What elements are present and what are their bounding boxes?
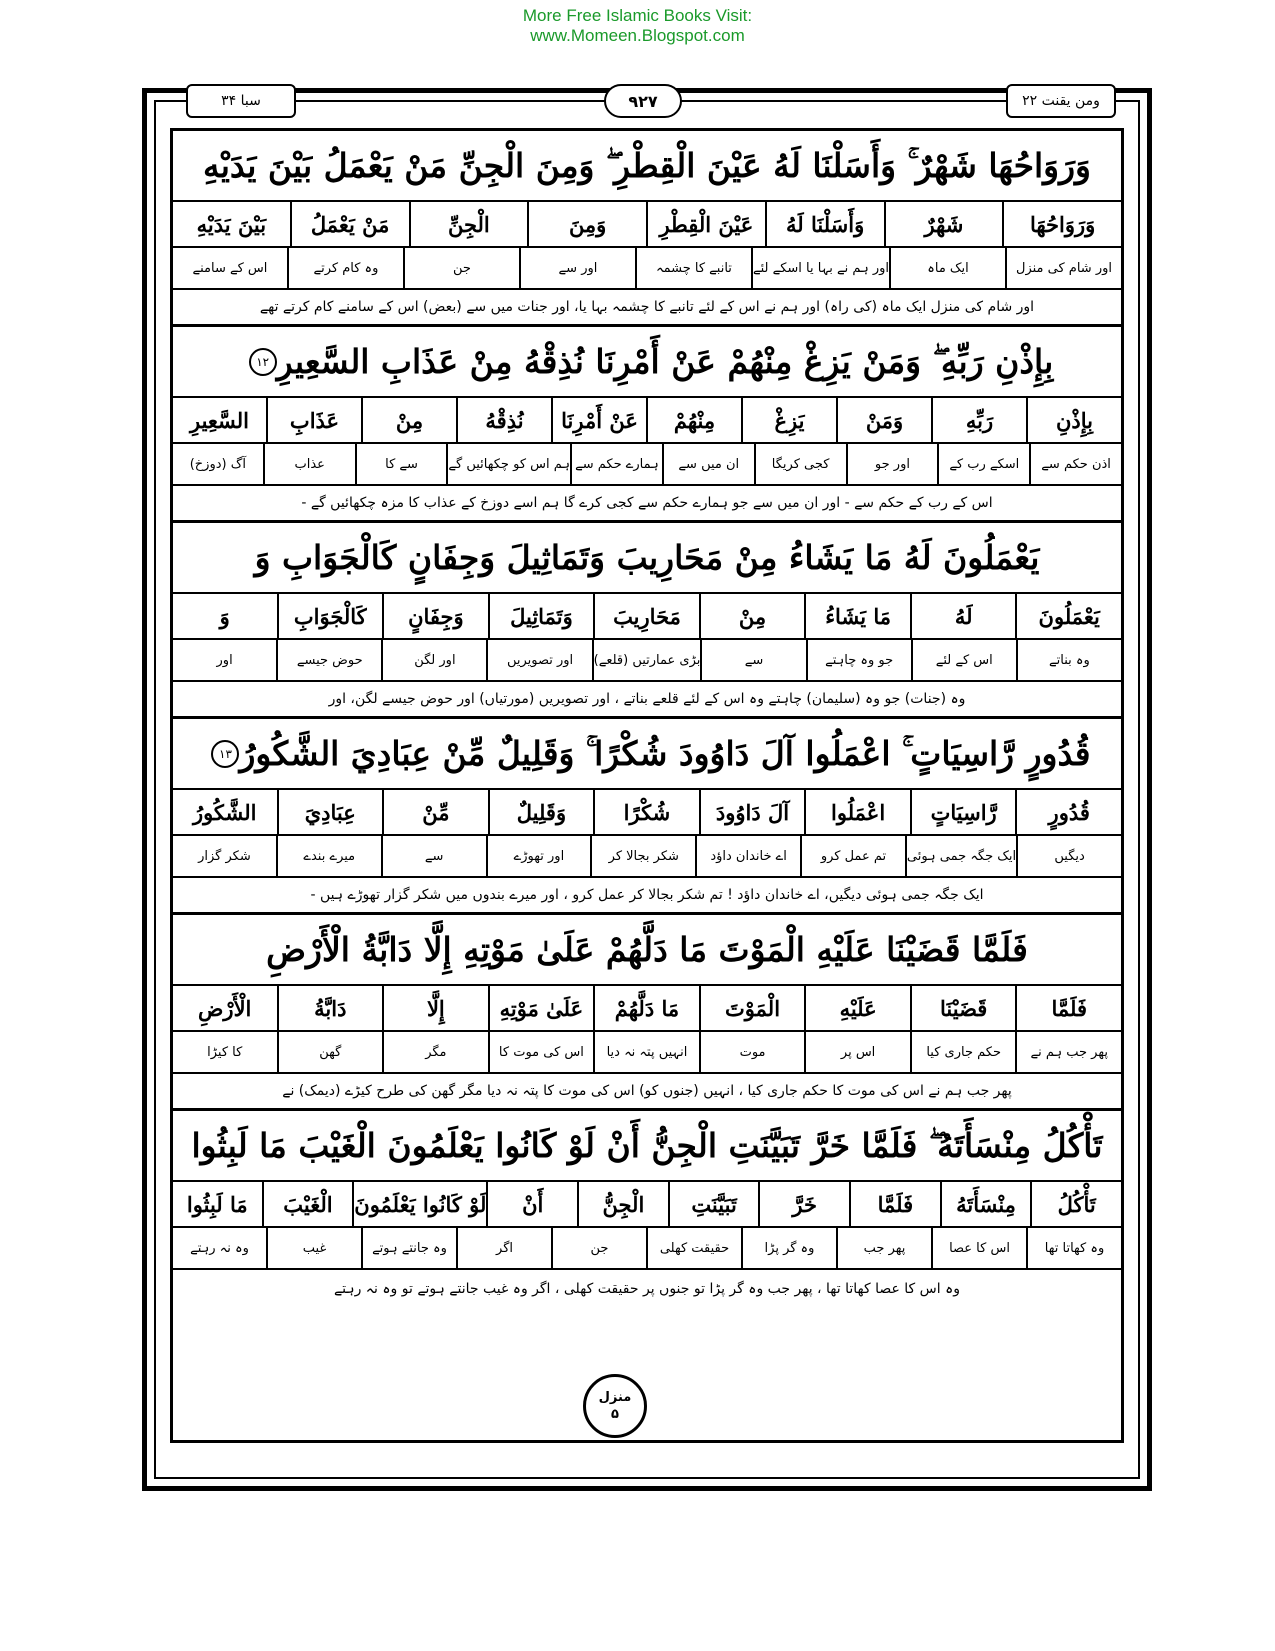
meaning-cell: مگر (382, 1032, 488, 1072)
word-cell: الشَّكُورُ (192, 799, 257, 825)
word-cell: وَقَلِيلٌ (488, 790, 594, 834)
word-row (173, 1182, 1121, 1228)
meaning-cell: اور ہم نے بہا یا اسکے لئے (751, 248, 889, 288)
meaning-cell: اور جو (846, 444, 938, 484)
word-row (173, 202, 1121, 248)
meaning-cell: موت (699, 1032, 805, 1072)
word-cell: وَأَسَلْنَا لَهُ (765, 202, 884, 246)
meaning-cell: وہ کام کرتے (287, 248, 403, 288)
word-cell: عِبَادِيَ (277, 790, 383, 834)
site-note-line2: www.Momeen.Blogspot.com (530, 26, 745, 45)
word-cell: يَزِغْ (741, 398, 836, 442)
meaning-row (173, 248, 1121, 290)
word-cell: مِنْسَأَتَهُ (940, 1182, 1031, 1226)
meaning-cell: سے (700, 640, 805, 680)
word-cell: الْأَرْضِ (198, 995, 252, 1021)
meaning-cell: ایک جگہ جمی ہوئی (905, 836, 1016, 876)
meaning-cell: کا کیڑا (207, 1044, 243, 1060)
meaning-cell: وہ کھاتا تھا (1026, 1228, 1121, 1268)
word-row (173, 594, 1121, 640)
word-cell: مَا يَشَاءُ (804, 594, 910, 638)
meaning-cell: پھر جب (836, 1228, 931, 1268)
meaning-cell: اور تھوڑے (486, 836, 591, 876)
word-cell: وَتَمَاثِيلَ (488, 594, 594, 638)
verse-text: يَعْمَلُونَ لَهُ مَا يَشَاءُ مِنْ مَحَارِيبَ وَتَمَاثِيلَ وَجِفَانٍ كَالْجَوَابِ وَ (254, 538, 1040, 577)
word-cell: رَّاسِيَاتٍ (910, 790, 1016, 834)
meaning-cell: اے خاندان داؤد (695, 836, 800, 876)
page-number: ۹۲۷ (604, 84, 682, 118)
word-cell: مَا لَبِثُوا (186, 1191, 248, 1217)
meaning-row (173, 640, 1121, 682)
verse-text: قُدُورٍ رَّاسِيَاتٍ ۚ اعْمَلُوا آلَ دَاوُودَ شُكْرًا ۚ وَقَلِيلٌ مِّنْ عِبَادِيَ الشَّكُورُ (239, 733, 1091, 773)
meaning-cell: ہم اس کو چکھائیں گے (446, 444, 570, 484)
meaning-cell: اور (216, 652, 233, 668)
word-cell: قَضَيْنَا (910, 986, 1016, 1030)
word-cell: شُكْرًا (593, 790, 699, 834)
meaning-cell: اس کی موت کا (488, 1032, 594, 1072)
word-cell: وَمِنَ (527, 202, 646, 246)
word-cell: الْجِنُّ (577, 1182, 668, 1226)
meaning-cell: گھن (277, 1032, 383, 1072)
header-para-label: ومن یقنت ۲۲ (1006, 84, 1116, 118)
translation-line: پھر جب ہم نے اس کی موت کا حکم جاری کیا ، انہیں (جنوں کو) اس کی موت کا پتہ نہ دیا مگر گھن کی طرح کیڑے (دیمک) نے (173, 1074, 1121, 1111)
word-cell: يَعْمَلُونَ (1015, 594, 1121, 638)
translation-line: اس کے رب کے حکم سے - اور ان میں سے جو ہمارے حکم سے کجی کرے گا ہم اسے دوزخ کے عذاب کا مزہ چکھائیں گے - (173, 486, 1121, 523)
meaning-cell: اذن حکم سے (1029, 444, 1121, 484)
word-cell: مَحَارِيبَ (593, 594, 699, 638)
manzil-badge (583, 1374, 647, 1438)
word-cell: مِّنْ (382, 790, 488, 834)
meaning-cell: آگ (دوزخ) (189, 456, 246, 472)
word-cell: مَنْ يَعْمَلُ (290, 202, 409, 246)
verse-number-marker: ۱۳ (211, 740, 239, 768)
word-row (173, 986, 1121, 1032)
meaning-cell: دیگیں (1016, 836, 1121, 876)
word-cell: وَ (219, 603, 230, 629)
meaning-cell: اور لگن (381, 640, 486, 680)
meaning-cell: شکر گزار (198, 848, 251, 864)
word-cell: إِلَّا (382, 986, 488, 1030)
word-cell: مَا دَلَّهُمْ (593, 986, 699, 1030)
translation-line: وہ (جنات) جو وہ (سلیمان) چاہتے وہ اس کے لئے قلعے بناتے ، اور تصویریں (مورتیاں) اور حوض جیسے لگن، اور (173, 682, 1121, 719)
word-cell: فَلَمَّا (849, 1182, 940, 1226)
meaning-cell: حوض جیسے (276, 640, 381, 680)
word-row (173, 398, 1121, 444)
word-cell: تَأْكُلُ (1030, 1182, 1121, 1226)
meaning-cell: حکم جاری کیا (910, 1032, 1016, 1072)
word-cell: شَهْرٌ (884, 202, 1003, 246)
verse-line (173, 915, 1121, 986)
verse-text: بِإِذْنِ رَبِّهِ ۖ وَمَنْ يَزِغْ مِنْهُمْ عَنْ أَمْرِنَا نُذِقْهُ مِنْ عَذَابِ السَّعِيرِ (276, 341, 1054, 381)
word-cell: الْجِنِّ (409, 202, 528, 246)
verse-text: تَأْكُلُ مِنْسَأَتَهُ ۖ فَلَمَّا خَرَّ تَبَيَّنَتِ الْجِنُّ أَنْ لَوْ كَانُوا يَعْلَمُونَ الْغَيْبَ مَا لَبِثُوا (191, 1125, 1103, 1165)
meaning-cell: ان میں سے (662, 444, 754, 484)
meaning-cell: اس پر (804, 1032, 910, 1072)
translation-line: وہ اس کا عصا کھاتا تھا ، پھر جب وہ گر پڑا تو جنوں پر حقیقت کھلی ، اگر وہ غیب جانتے ہوتے تو وہ نہ رہتے (333, 1280, 961, 1297)
verse-line (173, 719, 1121, 790)
word-cell: كَالْجَوَابِ (277, 594, 383, 638)
word-cell: اعْمَلُوا (804, 790, 910, 834)
site-note (0, 6, 1275, 46)
meaning-cell: وہ گر پڑا (741, 1228, 836, 1268)
word-cell: قُدُورٍ (1015, 790, 1121, 834)
verse-text: فَلَمَّا قَضَيْنَا عَلَيْهِ الْمَوْتَ مَا دَلَّهُمْ عَلَىٰ مَوْتِهِ إِلَّا دَابَّةُ الْأَرْضِ (266, 930, 1028, 969)
word-cell: وَرَوَاحُهَا (1002, 202, 1121, 246)
meaning-cell: ہمارے حکم سے (570, 444, 662, 484)
word-cell: خَرَّ (758, 1182, 849, 1226)
verse-text: وَرَوَاحُهَا شَهْرٌ ۚ وَأَسَلْنَا لَهُ عَيْنَ الْقِطْرِ ۖ وَمِنَ الْجِنِّ مَنْ يَعْمَلُ بَيْنَ يَدَيْهِ (203, 145, 1091, 185)
word-cell: آلَ دَاوُودَ (699, 790, 805, 834)
meaning-row (173, 1032, 1121, 1074)
word-cell: عَلَىٰ مَوْتِهِ (488, 986, 594, 1030)
meaning-cell: وہ جانتے ہوتے (361, 1228, 456, 1268)
verse-line (173, 327, 1121, 398)
word-cell: نُذِقْهُ (456, 398, 551, 442)
word-cell: بِإِذْنِ (1026, 398, 1121, 442)
translation-line: ایک جگہ جمی ہوئی دیگیں، اے خاندان داؤد ! تم شکر بجالا کر عمل کرو ، اور میرے بندوں میں شکر گزار تھوڑے ہیں - (173, 878, 1121, 915)
manzil-label: منزل (598, 1390, 632, 1405)
word-cell: عَذَابِ (266, 398, 361, 442)
word-cell: عَلَيْهِ (804, 986, 910, 1030)
meaning-cell: اسکے رب کے (937, 444, 1029, 484)
word-cell: الْمَوْتَ (699, 986, 805, 1030)
header-surah-label: سبا ۳۴ (186, 84, 296, 118)
meaning-cell: انہیں پتہ نہ دیا (593, 1032, 699, 1072)
manzil-number: ۵ (611, 1407, 619, 1422)
word-cell: وَجِفَانٍ (382, 594, 488, 638)
meaning-cell: اگر (456, 1228, 551, 1268)
meaning-row (173, 1228, 1121, 1270)
meaning-cell: کجی کریگا (754, 444, 846, 484)
meaning-cell: اور سے (519, 248, 635, 288)
verse-number-marker: ۱۲ (249, 348, 277, 376)
meaning-row (173, 444, 1121, 486)
meaning-cell: عذاب (263, 444, 355, 484)
word-cell: لَهُ (910, 594, 1016, 638)
meaning-cell: جن (403, 248, 519, 288)
meaning-cell: وہ نہ رہتے (190, 1240, 249, 1256)
word-cell: وَمَنْ (836, 398, 931, 442)
meaning-cell: غیب (266, 1228, 361, 1268)
meaning-cell: اس کے سامنے (192, 260, 268, 276)
word-cell: عَنْ أَمْرِنَا (551, 398, 646, 442)
verse-line (173, 131, 1121, 202)
meaning-cell: اور شام کی منزل (1005, 248, 1121, 288)
meaning-cell: اس کا عصا (931, 1228, 1026, 1268)
word-cell: مِنْهُمْ (646, 398, 741, 442)
meaning-cell: وہ بناتے (1016, 640, 1121, 680)
word-cell: تَبَيَّنَتِ (668, 1182, 759, 1226)
meaning-cell: اور تصویریں (486, 640, 591, 680)
word-cell: الْغَيْبَ (262, 1182, 353, 1226)
word-cell: دَابَّةُ (277, 986, 383, 1030)
word-cell: مِنْ (361, 398, 456, 442)
word-cell: رَبِّهِ (931, 398, 1026, 442)
meaning-cell: شکر بجالا کر (590, 836, 695, 876)
word-cell: لَوْ كَانُوا يَعْلَمُونَ (352, 1182, 486, 1226)
word-row (173, 790, 1121, 836)
meaning-cell: تانبے کا چشمہ (635, 248, 751, 288)
verse-line (173, 523, 1121, 594)
page-content (173, 131, 1121, 1307)
meaning-cell: بڑی عمارتیں (قلعے) (592, 640, 701, 680)
site-note-line1: More Free Islamic Books Visit: (522, 6, 753, 25)
meaning-cell: سے (381, 836, 486, 876)
meaning-cell: حقیقت کھلی (646, 1228, 741, 1268)
meaning-cell: تم عمل کرو (800, 836, 905, 876)
meaning-cell: اس کے لئے (911, 640, 1016, 680)
meaning-row (173, 836, 1121, 878)
word-cell: السَّعِيرِ (189, 407, 250, 433)
meaning-cell: سے کا (355, 444, 447, 484)
word-cell: بَيْنَ يَدَيْهِ (196, 211, 267, 237)
word-cell: عَيْنَ الْقِطْرِ (646, 202, 765, 246)
word-cell: أَنْ (486, 1182, 577, 1226)
word-cell: مِنْ (699, 594, 805, 638)
meaning-cell: جو وہ چاہتے (806, 640, 911, 680)
meaning-cell: میرے بندے (276, 836, 381, 876)
translation-line: اور شام کی منزل ایک ماہ (کی راہ) اور ہم نے اس کے لئے تانبے کا چشمہ بہا یا، اور جنات میں سے (بعض) اس کے سامنے کام کرتے تھے (173, 290, 1121, 327)
word-cell: فَلَمَّا (1015, 986, 1121, 1030)
meaning-cell: ایک ماہ (889, 248, 1005, 288)
verse-line (173, 1111, 1121, 1182)
meaning-cell: پھر جب ہم نے (1015, 1032, 1121, 1072)
meaning-cell: جن (551, 1228, 646, 1268)
